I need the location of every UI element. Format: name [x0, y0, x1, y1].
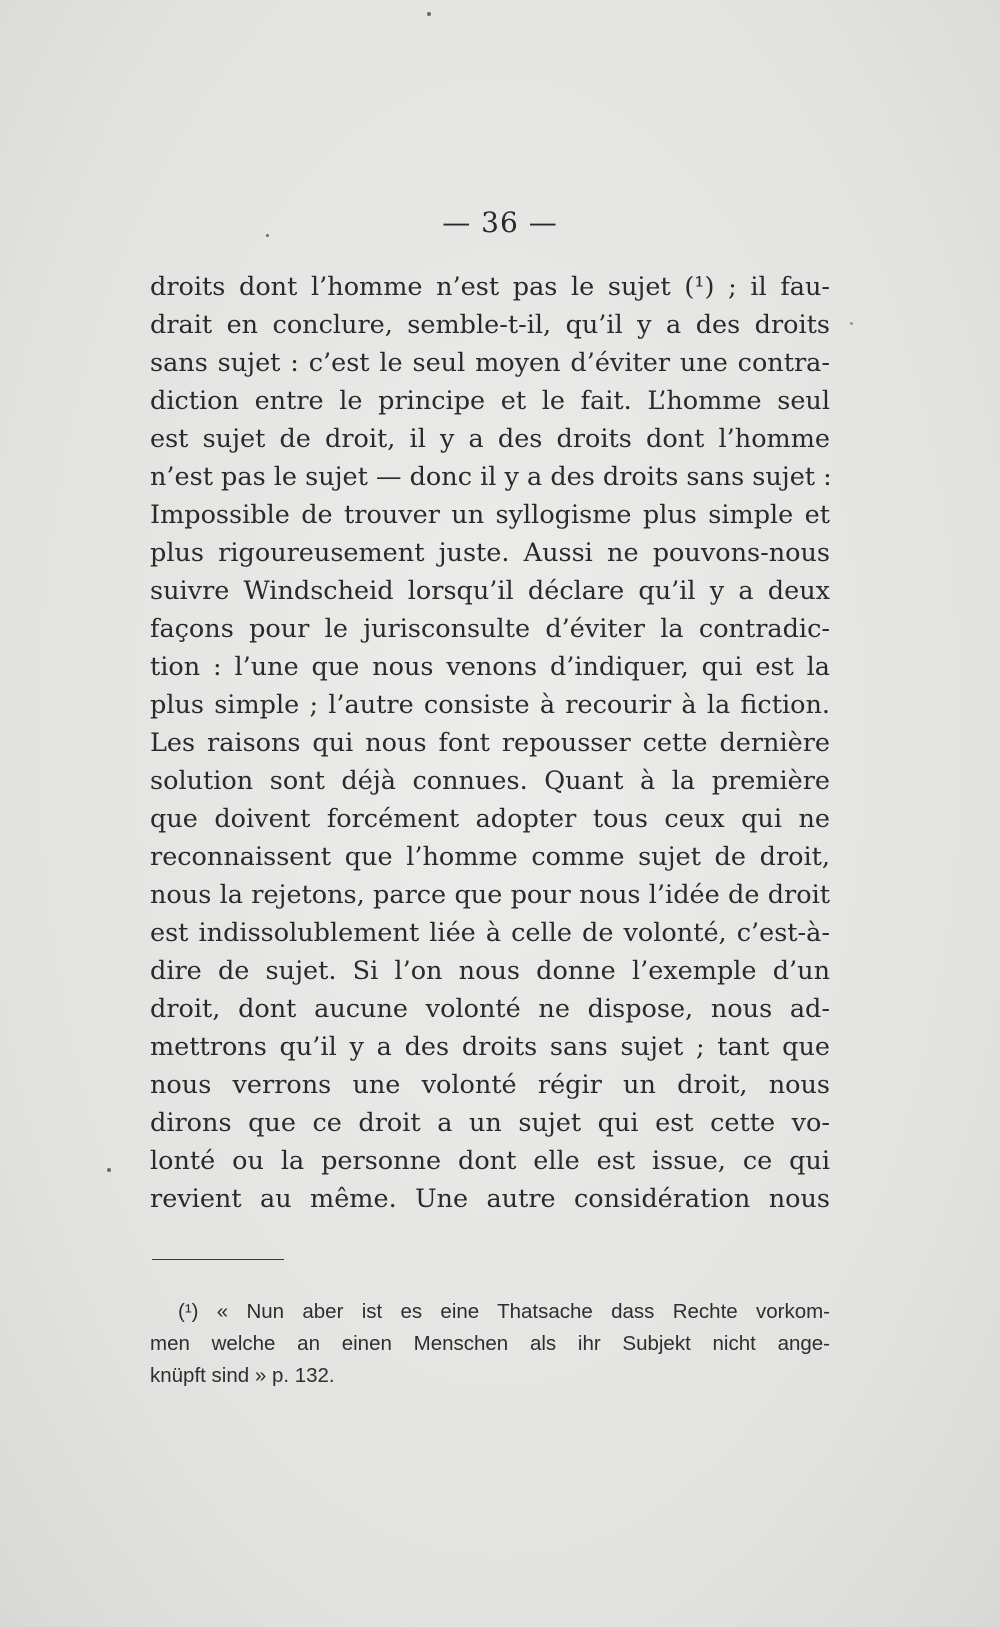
body-line: plus rigoureusement juste. Aussi ne pouvons-nous — [150, 538, 830, 568]
body-line: nous verrons une volonté régir un droit, nous — [150, 1070, 830, 1100]
body-line: Les raisons qui nous font repousser cette dernière — [150, 728, 830, 758]
footnote-line: knüpft sind » p. 132. — [150, 1364, 335, 1387]
body-line: sans sujet : c’est le seul moyen d’éviter une contra- — [150, 348, 830, 378]
body-line: lonté ou la personne dont elle est issue, ce qui — [150, 1146, 830, 1176]
body-line: reconnaissent que l’homme comme sujet de droit, — [150, 842, 830, 872]
page-number: — 36 — — [442, 206, 558, 239]
body-line: dire de sujet. Si l’on nous donne l’exemple d’un — [150, 956, 830, 986]
body-line: droit, dont aucune volonté ne dispose, nous ad- — [150, 994, 830, 1024]
body-line: façons pour le jurisconsulte d’éviter la contradic- — [150, 614, 830, 644]
body-line: n’est pas le sujet — donc il y a des droits sans sujet : — [150, 462, 832, 492]
footnote-separator — [152, 1259, 284, 1260]
body-line: diction entre le principe et le fait. L’homme seul — [150, 386, 830, 416]
footnote-line: (¹) « Nun aber ist es eine Thatsache dass Rechte vorkom- — [178, 1300, 830, 1323]
ink-speck — [107, 1168, 111, 1172]
body-line: nous la rejetons, parce que pour nous l’idée de droit — [150, 880, 830, 910]
body-line: Impossible de trouver un syllogisme plus simple et — [150, 500, 830, 530]
ink-speck — [427, 12, 431, 16]
body-line: solution sont déjà connues. Quant à la première — [150, 766, 830, 796]
body-line: est indissolublement liée à celle de volonté, c’est-à- — [150, 918, 830, 948]
body-line: que doivent forcément adopter tous ceux qui ne — [150, 804, 830, 834]
body-line: suivre Windscheid lorsqu’il déclare qu’il y a deux — [150, 576, 830, 606]
body-text — [150, 268, 830, 1218]
footnote — [150, 1296, 830, 1392]
body-line: dirons que ce droit a un sujet qui est cette vo- — [150, 1108, 830, 1138]
body-line: revient au même. Une autre considération nous — [150, 1184, 830, 1214]
ink-speck — [850, 322, 853, 325]
body-line: est sujet de droit, il y a des droits dont l’homme — [150, 424, 830, 454]
body-line: plus simple ; l’autre consiste à recourir à la fiction. — [150, 690, 830, 720]
footnote-line: men welche an einen Menschen als ihr Subjekt nicht ange- — [150, 1332, 830, 1355]
body-line: drait en conclure, semble-t-il, qu’il y a des droits — [150, 310, 830, 340]
body-line: mettrons qu’il y a des droits sans sujet ; tant que — [150, 1032, 830, 1062]
body-line: droits dont l’homme n’est pas le sujet (¹) ; il fau- — [150, 272, 830, 302]
body-line: tion : l’une que nous venons d’indiquer, qui est la — [150, 652, 830, 682]
